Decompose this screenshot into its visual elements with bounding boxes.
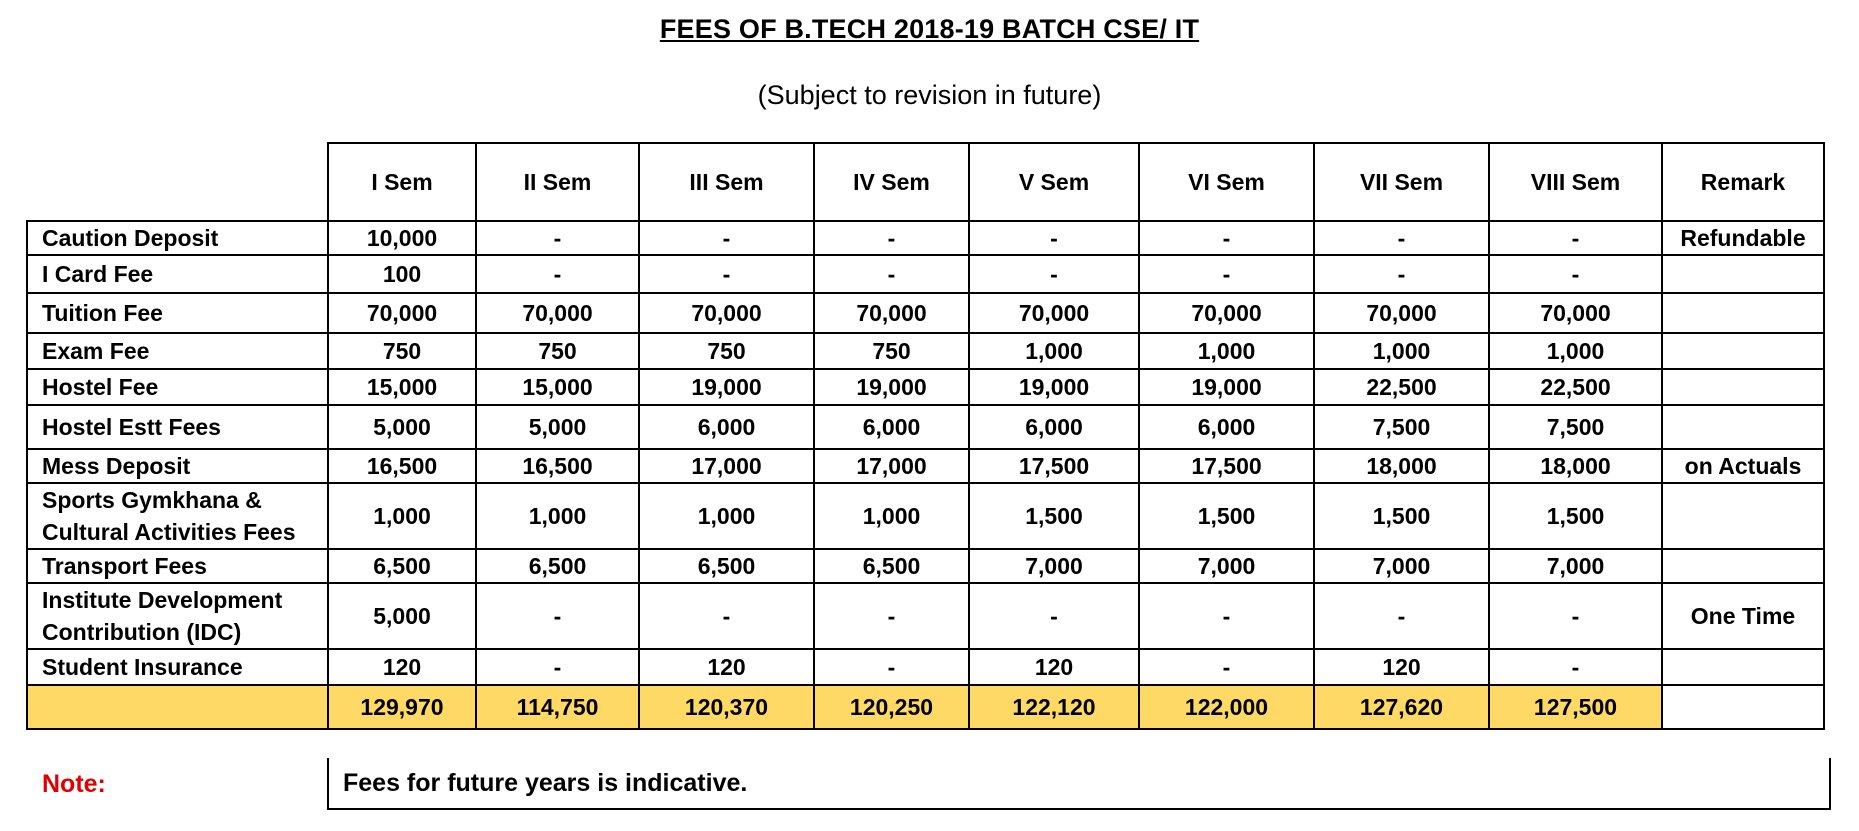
note-text: Fees for future years is indicative. xyxy=(327,758,1831,810)
table-row xyxy=(27,293,1824,333)
fee-remark xyxy=(1662,649,1824,685)
total-sem-3: 120,370 xyxy=(639,685,814,729)
fee-cell-sem-2: 750 xyxy=(476,333,639,369)
fee-cell-sem-5: - xyxy=(969,221,1139,255)
fee-remark xyxy=(1662,293,1824,333)
total-sem-4: 120,250 xyxy=(814,685,969,729)
fee-remark xyxy=(1662,255,1824,293)
fee-cell-sem-3: 70,000 xyxy=(639,293,814,333)
fee-cell-sem-1: 1,000 xyxy=(328,483,476,549)
total-sem-6: 122,000 xyxy=(1139,685,1314,729)
fee-cell-sem-4: - xyxy=(814,649,969,685)
fee-cell-sem-4: 70,000 xyxy=(814,293,969,333)
fee-cell-sem-4: 6,000 xyxy=(814,405,969,449)
fee-cell-sem-7: - xyxy=(1314,583,1489,649)
table-row xyxy=(27,549,1824,583)
fee-cell-sem-6: - xyxy=(1139,221,1314,255)
fee-cell-sem-4: 17,000 xyxy=(814,449,969,483)
fee-cell-sem-1: 750 xyxy=(328,333,476,369)
fee-cell-sem-7: 120 xyxy=(1314,649,1489,685)
fee-cell-sem-4: - xyxy=(814,221,969,255)
fee-cell-sem-3: 6,500 xyxy=(639,549,814,583)
table-row xyxy=(27,483,1824,549)
page-title: FEES OF B.TECH 2018-19 BATCH CSE/ IT xyxy=(659,14,1200,44)
page-subtitle: (Subject to revision in future) xyxy=(757,80,1102,110)
fee-cell-sem-4: - xyxy=(814,255,969,293)
total-sem-7: 127,620 xyxy=(1314,685,1489,729)
header-sem-5: V Sem xyxy=(969,143,1139,221)
fee-cell-sem-2: 16,500 xyxy=(476,449,639,483)
header-sem-4: IV Sem xyxy=(814,143,969,221)
fee-cell-sem-6: 6,000 xyxy=(1139,405,1314,449)
table-row xyxy=(27,583,1824,649)
total-sem-2: 114,750 xyxy=(476,685,639,729)
fee-cell-sem-1: 16,500 xyxy=(328,449,476,483)
fee-cell-sem-6: - xyxy=(1139,649,1314,685)
fee-cell-sem-1: 120 xyxy=(328,649,476,685)
fee-cell-sem-7: 7,500 xyxy=(1314,405,1489,449)
fee-cell-sem-3: 19,000 xyxy=(639,369,814,405)
fee-cell-sem-5: 6,000 xyxy=(969,405,1139,449)
fee-cell-sem-6: - xyxy=(1139,255,1314,293)
table-row xyxy=(27,369,1824,405)
fee-cell-sem-2: - xyxy=(476,583,639,649)
fee-rows xyxy=(27,221,1824,685)
fee-label: Exam Fee xyxy=(27,333,328,369)
fee-cell-sem-7: - xyxy=(1314,255,1489,293)
fee-label: Student Insurance xyxy=(27,649,328,685)
fee-cell-sem-6: 1,000 xyxy=(1139,333,1314,369)
fee-label: Sports Gymkhana & Cultural Activities Fees xyxy=(27,483,328,549)
total-sem-1: 129,970 xyxy=(328,685,476,729)
fee-cell-sem-5: - xyxy=(969,583,1139,649)
fee-cell-sem-8: 22,500 xyxy=(1489,369,1662,405)
fee-cell-sem-8: 1,000 xyxy=(1489,333,1662,369)
note-label: Note: xyxy=(42,770,106,798)
table-row xyxy=(27,405,1824,449)
fee-cell-sem-7: 70,000 xyxy=(1314,293,1489,333)
fee-cell-sem-6: 19,000 xyxy=(1139,369,1314,405)
fee-cell-sem-6: 17,500 xyxy=(1139,449,1314,483)
fee-cell-sem-7: - xyxy=(1314,221,1489,255)
fee-cell-sem-7: 22,500 xyxy=(1314,369,1489,405)
fee-cell-sem-2: 5,000 xyxy=(476,405,639,449)
fee-cell-sem-7: 18,000 xyxy=(1314,449,1489,483)
fee-cell-sem-2: - xyxy=(476,221,639,255)
fee-remark xyxy=(1662,483,1824,549)
fee-cell-sem-1: 10,000 xyxy=(328,221,476,255)
fee-cell-sem-3: - xyxy=(639,221,814,255)
fee-cell-sem-8: 7,000 xyxy=(1489,549,1662,583)
fee-cell-sem-1: 15,000 xyxy=(328,369,476,405)
fee-cell-sem-3: 1,000 xyxy=(639,483,814,549)
fee-cell-sem-3: - xyxy=(639,255,814,293)
fee-remark xyxy=(1662,333,1824,369)
table-row xyxy=(27,255,1824,293)
fee-cell-sem-5: 120 xyxy=(969,649,1139,685)
fee-cell-sem-1: 70,000 xyxy=(328,293,476,333)
header-sem-6: VI Sem xyxy=(1139,143,1314,221)
fee-cell-sem-2: 6,500 xyxy=(476,549,639,583)
fee-remark xyxy=(1662,549,1824,583)
fee-remark: One Time xyxy=(1662,583,1824,649)
fee-remark xyxy=(1662,369,1824,405)
fee-cell-sem-8: 18,000 xyxy=(1489,449,1662,483)
fee-cell-sem-5: 1,500 xyxy=(969,483,1139,549)
table-row xyxy=(27,333,1824,369)
fee-cell-sem-3: 750 xyxy=(639,333,814,369)
fee-cell-sem-2: - xyxy=(476,255,639,293)
header-remark: Remark xyxy=(1662,143,1824,221)
header-sem-7: VII Sem xyxy=(1314,143,1489,221)
table-header-row xyxy=(27,143,1824,221)
totals-label-cell xyxy=(27,685,328,729)
table-row xyxy=(27,449,1824,483)
fee-cell-sem-5: 17,500 xyxy=(969,449,1139,483)
fee-cell-sem-8: 1,500 xyxy=(1489,483,1662,549)
total-sem-8: 127,500 xyxy=(1489,685,1662,729)
fee-cell-sem-5: - xyxy=(969,255,1139,293)
fee-remark xyxy=(1662,405,1824,449)
fee-cell-sem-3: 120 xyxy=(639,649,814,685)
table-row xyxy=(27,649,1824,685)
fee-label: Institute Development Contribution (IDC) xyxy=(27,583,328,649)
header-sem-8: VIII Sem xyxy=(1489,143,1662,221)
fee-cell-sem-2: 1,000 xyxy=(476,483,639,549)
fee-cell-sem-4: - xyxy=(814,583,969,649)
fee-cell-sem-7: 1,500 xyxy=(1314,483,1489,549)
fee-cell-sem-6: - xyxy=(1139,583,1314,649)
fee-cell-sem-3: 17,000 xyxy=(639,449,814,483)
total-sem-5: 122,120 xyxy=(969,685,1139,729)
fee-cell-sem-5: 1,000 xyxy=(969,333,1139,369)
fee-cell-sem-2: 15,000 xyxy=(476,369,639,405)
fee-cell-sem-3: 6,000 xyxy=(639,405,814,449)
fee-cell-sem-4: 19,000 xyxy=(814,369,969,405)
fee-cell-sem-8: - xyxy=(1489,583,1662,649)
header-sem-2: II Sem xyxy=(476,143,639,221)
fee-cell-sem-1: 5,000 xyxy=(328,405,476,449)
total-remark xyxy=(1662,685,1824,729)
fee-cell-sem-4: 6,500 xyxy=(814,549,969,583)
fee-cell-sem-1: 100 xyxy=(328,255,476,293)
fee-cell-sem-6: 70,000 xyxy=(1139,293,1314,333)
fee-cell-sem-5: 19,000 xyxy=(969,369,1139,405)
fee-cell-sem-5: 7,000 xyxy=(969,549,1139,583)
fee-remark: on Actuals xyxy=(1662,449,1824,483)
fee-cell-sem-8: 70,000 xyxy=(1489,293,1662,333)
header-sem-1: I Sem xyxy=(328,143,476,221)
fee-label: Caution Deposit xyxy=(27,221,328,255)
fee-cell-sem-1: 5,000 xyxy=(328,583,476,649)
fee-cell-sem-8: 7,500 xyxy=(1489,405,1662,449)
header-sem-3: III Sem xyxy=(639,143,814,221)
fee-cell-sem-8: - xyxy=(1489,255,1662,293)
table-row xyxy=(27,221,1824,255)
totals-row xyxy=(27,685,1824,729)
fee-label: Hostel Fee xyxy=(27,369,328,405)
fee-label: Transport Fees xyxy=(27,549,328,583)
header-corner xyxy=(27,143,328,221)
fee-cell-sem-5: 70,000 xyxy=(969,293,1139,333)
fee-cell-sem-8: - xyxy=(1489,649,1662,685)
fee-label: Tuition Fee xyxy=(27,293,328,333)
fee-cell-sem-1: 6,500 xyxy=(328,549,476,583)
fee-cell-sem-7: 1,000 xyxy=(1314,333,1489,369)
fee-label: I Card Fee xyxy=(27,255,328,293)
fee-cell-sem-7: 7,000 xyxy=(1314,549,1489,583)
fee-cell-sem-3: - xyxy=(639,583,814,649)
fee-cell-sem-2: - xyxy=(476,649,639,685)
fees-table xyxy=(26,142,1825,730)
fee-label: Mess Deposit xyxy=(27,449,328,483)
fee-cell-sem-2: 70,000 xyxy=(476,293,639,333)
fee-cell-sem-4: 1,000 xyxy=(814,483,969,549)
fee-label: Hostel Estt Fees xyxy=(27,405,328,449)
fee-cell-sem-4: 750 xyxy=(814,333,969,369)
fee-remark: Refundable xyxy=(1662,221,1824,255)
fee-cell-sem-8: - xyxy=(1489,221,1662,255)
fee-cell-sem-6: 1,500 xyxy=(1139,483,1314,549)
fee-cell-sem-6: 7,000 xyxy=(1139,549,1314,583)
